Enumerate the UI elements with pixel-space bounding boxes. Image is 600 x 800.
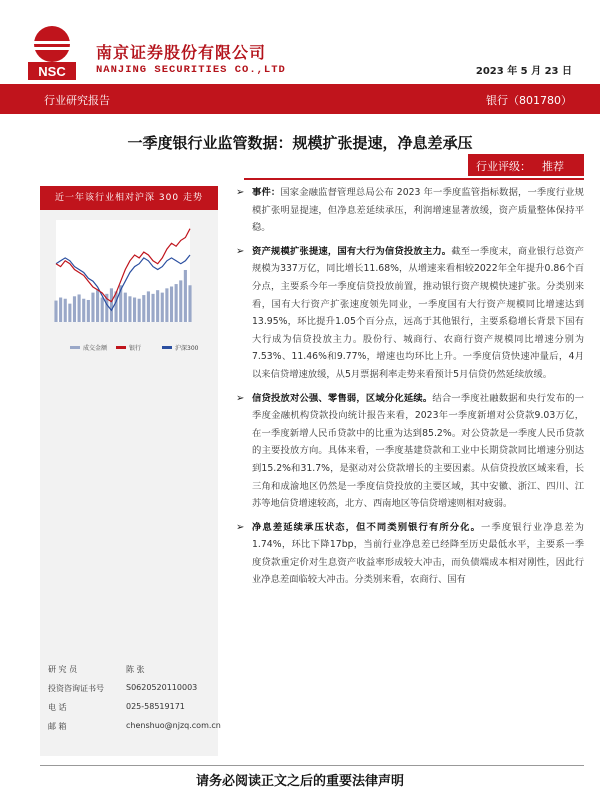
- volume-bar: [170, 287, 173, 322]
- paragraph-text: 结合一季度社融数据和央行发布的一季度金融机构贷款投向统计报告来看，2023年一季度新增对公贷款9.03万亿，在一季度新增人民币贷款中的比重为达到85.2%。对公贷款是一季度人民币贷款的主要投放方向。具体来看，一季度基建贷款和工业中长期贷款同比增速分别达到15.2%和31.7%，是驱动对公贷款增长的主要因素。从信贷投放区域来看，长三角和成渝地区仍然是一季度信贷投放的主要区域，其中安徽、浙江、四川、江苏等地信贷增速较高，北方、西南地区等信贷增速则相对疲弱。: [252, 392, 584, 510]
- volume-bar: [175, 284, 178, 322]
- volume-bar: [184, 270, 187, 322]
- rating-badge: [468, 154, 584, 176]
- contact-value: 陈 张: [126, 665, 145, 674]
- volume-bar: [91, 293, 94, 322]
- company-name-en: NANJING SECURITIES CO.,LTD: [96, 64, 286, 76]
- paragraph: [236, 390, 584, 513]
- paragraph-heading: 净息差延续承压状态，但不同类别银行有所分化。: [252, 521, 481, 533]
- contact-label: 电 话: [48, 703, 67, 712]
- contact-row: [40, 717, 221, 736]
- legend-swatch: [162, 346, 172, 349]
- sector-code: 银行（801780）: [486, 94, 572, 107]
- report-body: [236, 184, 584, 595]
- volume-bar: [59, 298, 62, 322]
- volume-bar: [151, 294, 154, 322]
- nsc-logo-icon: [20, 20, 84, 84]
- svg-text:NSC: NSC: [38, 64, 66, 79]
- volume-bar: [128, 296, 131, 322]
- volume-bar: [78, 294, 81, 322]
- report-date: 2023 年 5 月 23 日: [475, 66, 572, 77]
- volume-bar: [54, 301, 57, 322]
- contact-value: 025-58519171: [126, 702, 185, 711]
- arrow-bullet-icon: ➢: [236, 392, 245, 404]
- volume-bar: [124, 293, 127, 322]
- footer-divider: [40, 765, 584, 766]
- volume-bar: [82, 299, 85, 322]
- volume-bar: [96, 290, 99, 322]
- contact-label: 投资咨询证书号: [48, 684, 104, 693]
- volume-bar: [73, 296, 76, 322]
- paragraph-text: 一季度银行业净息差为1.74%，环比下降17bp，当前行业净息差已经降至历史最低水平，主要系一季度贷款重定价对生息资产收益率形成较大冲击，而负债端成本相对刚性，因此行业净息差面临较大冲击。分类别来看，农商行、国有: [252, 521, 584, 586]
- report-type: 行业研究报告: [44, 94, 110, 107]
- volume-bar: [133, 298, 136, 322]
- volume-bar: [101, 298, 104, 322]
- paragraph-text: 国家金融监督管理总局公布 2023 年一季度监管指标数据，一季度行业规模扩张明显提速，但净息差延续承压，利润增速显著放缓，资产质量整体保持平稳。: [252, 187, 584, 234]
- contact-row: [40, 679, 218, 698]
- arrow-bullet-icon: ➢: [236, 187, 245, 198]
- report-header: [0, 0, 600, 88]
- volume-bar: [87, 300, 90, 322]
- contact-label: 研 究 员: [48, 665, 78, 674]
- page-title: 一季度银行业监管数据：规模扩张提速，净息差承压: [127, 134, 473, 152]
- volume-bar: [188, 285, 191, 322]
- paragraph-heading: 信贷投放对公强、零售弱，区域分化延续。: [252, 392, 433, 404]
- volume-bar: [165, 288, 168, 322]
- chart-title: 近一年该行业相对沪深 300 走势: [40, 186, 218, 210]
- paragraph: [236, 519, 584, 589]
- volume-bar: [147, 291, 150, 322]
- legend-swatch: [116, 346, 126, 349]
- legend-swatch: [70, 346, 80, 349]
- volume-bar: [68, 304, 71, 322]
- category-bar: [0, 84, 600, 114]
- contact-value: S0620520110003: [126, 683, 198, 692]
- contact-label: 邮 箱: [48, 722, 67, 731]
- volume-bar: [156, 290, 159, 322]
- arrow-bullet-icon: ➢: [236, 521, 245, 533]
- legal-disclaimer-notice: 请务必阅读正文之后的重要法律声明: [195, 774, 404, 789]
- rating-value: 推荐: [542, 160, 564, 173]
- rating-divider: [244, 178, 584, 180]
- rating-label: 行业评级：: [476, 160, 531, 173]
- analyst-contacts: [40, 660, 221, 736]
- volume-bar: [161, 293, 164, 322]
- paragraph: [236, 184, 584, 237]
- legend-label: 银行: [129, 345, 142, 352]
- arrow-bullet-icon: ➢: [236, 245, 245, 257]
- legend-label: 沪深300: [175, 345, 199, 352]
- legend-label: 成交金额: [83, 345, 108, 352]
- contact-value: chenshuo@njzq.com.cn: [126, 721, 221, 730]
- paragraph: [236, 243, 584, 384]
- volume-bar: [138, 299, 141, 322]
- volume-bar: [64, 299, 67, 322]
- volume-bar: [142, 295, 145, 322]
- paragraph-text: 截至一季度末，商业银行总资产规模为337万亿，同比增长11.68%，从增速来看相较2022年全年提升0.86个百分点，主要系今年一季度信贷投放前置，推动银行资产规模快速扩张。分类别来看，国有大行资产扩张速度领先同业，一季度国有大行资产规模同比增速达到13.95%，环比提升1.05个百分点，远高于其他银行，主要系稳增长背景下国有大行成为信贷投放主力。股份行、城商行、农商行资产规模同比增速分别为7.53%、11.46%和9.77%，增速也均环比上升。一季度信贷快速冲量后，4月以来信贷增速放缓，从5月票据利率走势来看预计5月信贷仍然延续放缓。: [252, 245, 584, 380]
- contact-row: [40, 698, 218, 717]
- relative-performance-chart: [40, 210, 218, 360]
- company-name-cn: 南京证券股份有限公司: [96, 43, 267, 62]
- volume-bar: [110, 288, 113, 322]
- paragraph-heading: 事件：: [252, 187, 281, 198]
- contact-row: [40, 660, 218, 679]
- volume-bar: [179, 280, 182, 322]
- paragraph-heading: 资产规模扩张提速，国有大行为信贷投放主力。: [252, 245, 452, 257]
